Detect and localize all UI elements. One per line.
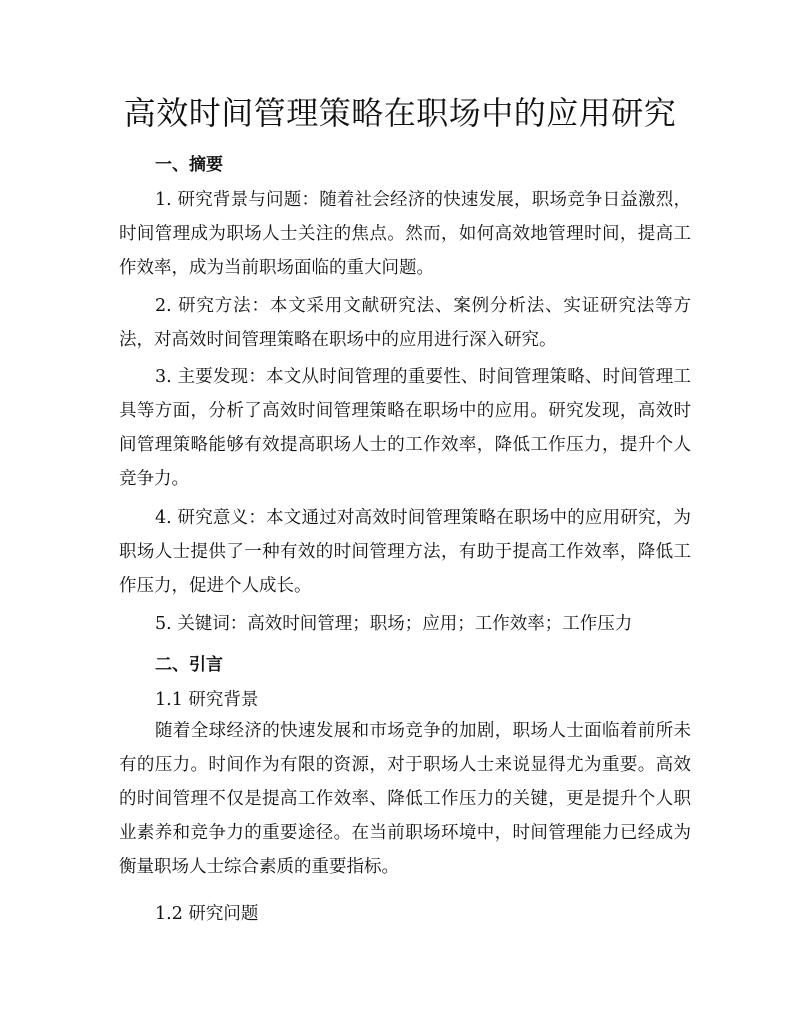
background-paragraph: 随着全球经济的快速发展和市场竞争的加剧，职场人士面临着前所未有的压力。时间作为有限的资源，对于职场人士来说显得尤为重要。高效的时间管理不仅是提高工作效率、降低工作压力的关键，更是提升个人职业素养和竞争力的重要途径。在当前职场环境中，时间管理能力已经成为衡量职场人士综合素质的重要指标。 [119,721,691,877]
abstract-paragraph-4: 4. 研究意义：本文通过对高效时间管理策略在职场中的应用研究，为职场人士提供了一种有效的时间管理方法，有助于提高工作效率，降低工作压力，促进个人成长。 [119,508,691,596]
abstract-keywords: 5. 关键词：高效时间管理；职场；应用；工作效率；工作压力 [155,614,633,634]
subsection-heading-background: 1.1 研究背景 [155,690,259,710]
abstract-paragraph-2: 2. 研究方法：本文采用文献研究法、案例分析法、实证研究法等方法，对高效时间管理策略在职场中的应用进行深入研究。 [119,296,691,350]
subsection-heading-research-question: 1.2 研究问题 [155,904,259,924]
abstract-paragraph-1: 1. 研究背景与问题：随着社会经济的快速发展，职场竞争日益激烈，时间管理成为职场人士关注的焦点。然而，如何高效地管理时间，提高工作效率，成为当前职场面临的重大问题。 [119,190,691,278]
section-heading-introduction: 二、引言 [155,655,223,675]
abstract-paragraph-3: 3. 主要发现：本文从时间管理的重要性、时间管理策略、时间管理工具等方面，分析了高效时间管理策略在职场中的应用。研究发现，高效时间管理策略能够有效提高职场人士的工作效率，降低工作压力，提升个人竞争力。 [119,367,691,489]
document-title: 高效时间管理策略在职场中的应用研究 [123,94,677,132]
section-heading-abstract: 一、摘要 [155,155,223,175]
